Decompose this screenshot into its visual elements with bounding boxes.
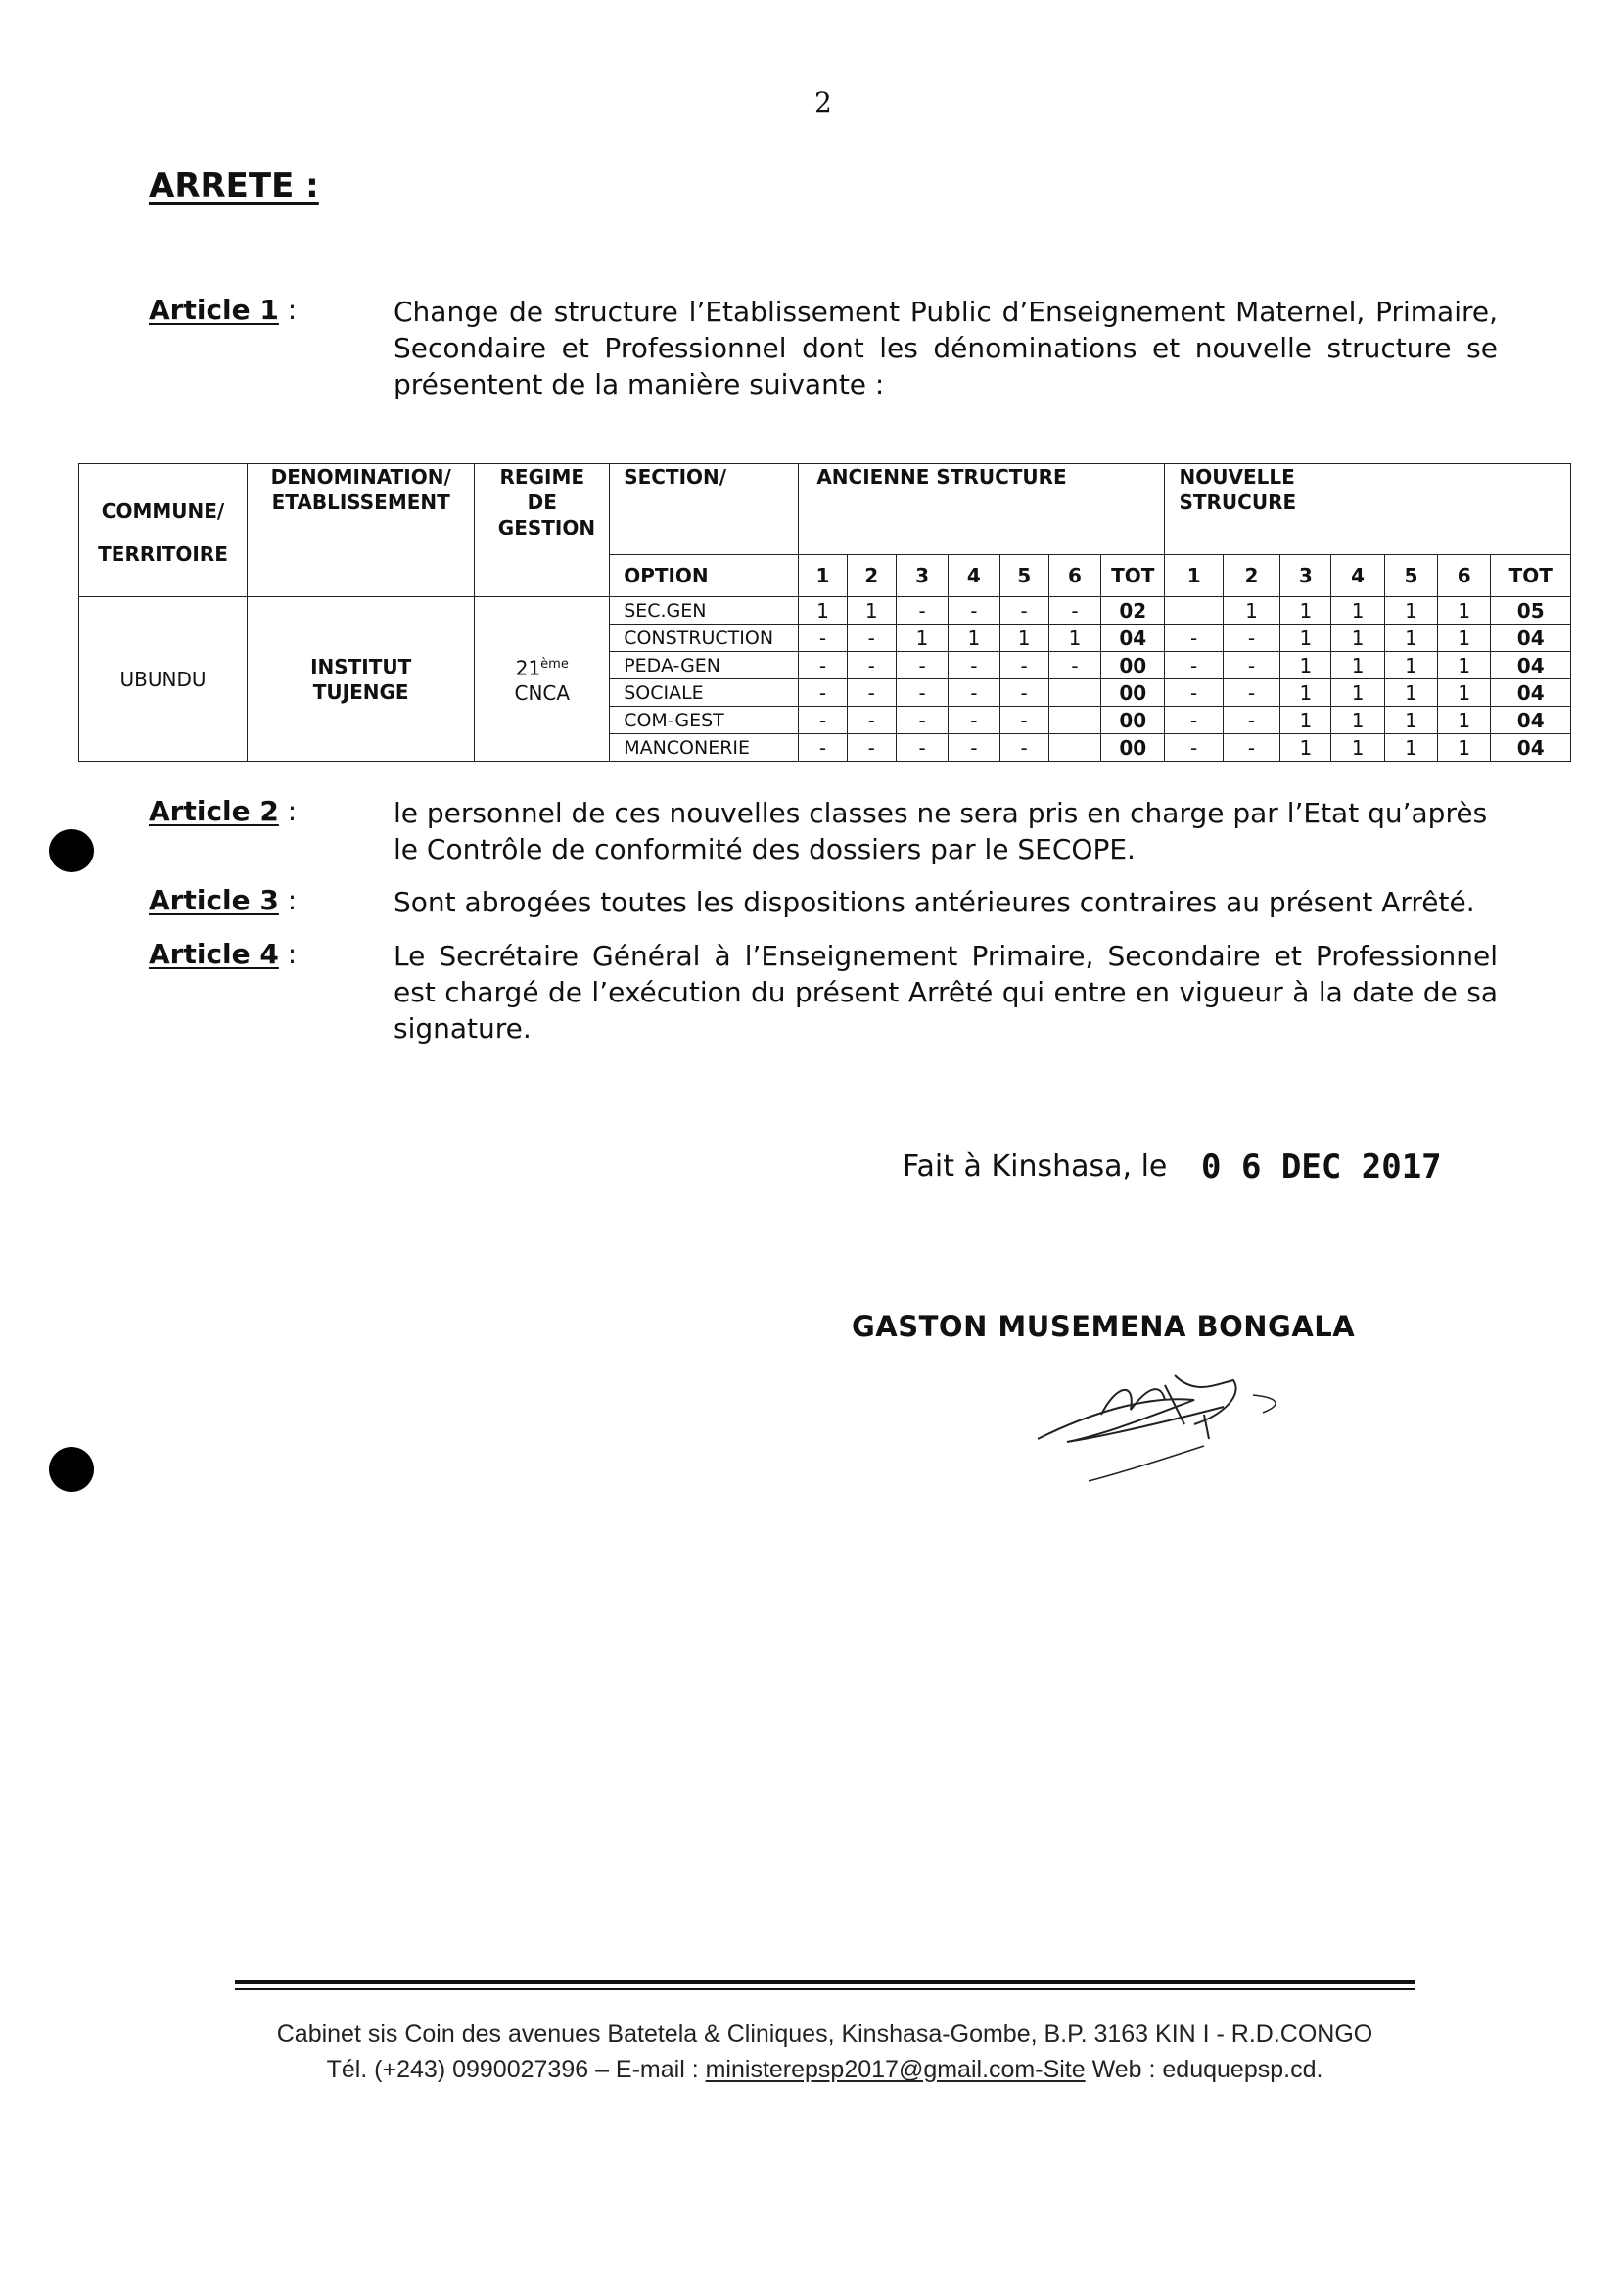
new-value-cell: 1 — [1331, 597, 1384, 625]
article-label-sep: : — [278, 884, 298, 916]
etablissement-cell — [248, 597, 475, 762]
old-value-cell: - — [799, 734, 847, 762]
old-value-cell: - — [1048, 597, 1100, 625]
page-number: 2 — [814, 86, 832, 118]
header-regime-text: REGIME DE GESTION — [497, 465, 596, 539]
new-value-cell: 1 — [1384, 679, 1437, 707]
punch-hole-mark — [49, 829, 94, 872]
old-value-cell: - — [896, 679, 948, 707]
new-value-cell: - — [1223, 707, 1279, 734]
commune-cell: UBUNDU — [79, 597, 248, 762]
header-commune — [79, 464, 248, 597]
old-total-cell: 00 — [1101, 679, 1165, 707]
table-header-row — [79, 464, 1571, 555]
page-title: ARRETE : — [149, 166, 319, 206]
old-total-cell: 00 — [1101, 734, 1165, 762]
old-value-cell: 1 — [896, 625, 948, 652]
article-1-text: Change de structure l’Etablissement Public d’Enseignement Maternel, Primaire, Secondaire et Professionnel dont les dénominations et nouvelle structure se présentent de la manière suivante : — [394, 296, 1498, 400]
new-value-cell: 1 — [1280, 734, 1331, 762]
new-value-cell: - — [1223, 625, 1279, 652]
footer-divider — [235, 1980, 1415, 1984]
old-total-cell: 00 — [1101, 707, 1165, 734]
old-value-cell: - — [999, 597, 1048, 625]
footer-email-link[interactable]: ministerepsp2017@gmail.com-Site — [705, 2056, 1086, 2083]
date-stamp: 0 6 DEC 2017 — [1201, 1147, 1442, 1186]
footer-contact-suffix: Web : eduquepsp.cd. — [1085, 2056, 1323, 2083]
table-row — [79, 597, 1571, 625]
old-value-cell: - — [799, 652, 847, 679]
article-2-label — [149, 795, 297, 827]
old-value-cell: - — [1048, 652, 1100, 679]
article-label-text: Article 2 — [149, 795, 279, 827]
old-value-cell: - — [999, 734, 1048, 762]
new-value-cell: 1 — [1280, 625, 1331, 652]
old-value-cell: - — [896, 652, 948, 679]
header-old-col-1: 1 — [799, 555, 847, 597]
article-3-text: Sont abrogées toutes les dispositions antérieures contraires au présent Arrêté. — [394, 886, 1475, 918]
old-total-cell: 00 — [1101, 652, 1165, 679]
old-value-cell — [1048, 734, 1100, 762]
header-new-col-6: 6 — [1438, 555, 1491, 597]
article-label-text: Article 1 — [149, 294, 279, 326]
regime-code: CNCA — [514, 681, 571, 706]
old-value-cell: - — [949, 679, 999, 707]
old-value-cell — [1048, 707, 1100, 734]
header-denomination: DENOMINATION/ ETABLISSEMENT — [248, 464, 475, 597]
signer-name: GASTON MUSEMENA BONGALA — [852, 1310, 1356, 1343]
old-value-cell: - — [847, 707, 896, 734]
new-value-cell: 1 — [1280, 707, 1331, 734]
footer-contact — [235, 2056, 1415, 2084]
old-value-cell: - — [847, 652, 896, 679]
option-cell: PEDA-GEN — [610, 652, 799, 679]
option-cell: SOCIALE — [610, 679, 799, 707]
regime-cell — [475, 597, 610, 762]
new-total-cell: 05 — [1491, 597, 1571, 625]
new-value-cell: 1 — [1384, 597, 1437, 625]
new-value-cell: 1 — [1384, 652, 1437, 679]
header-nouvelle-text: NOUVELLE STRUCURE — [1179, 465, 1297, 514]
article-label-text: Article 4 — [149, 938, 279, 970]
old-total-cell: 04 — [1101, 625, 1165, 652]
punch-hole-mark — [49, 1447, 94, 1492]
old-value-cell: - — [949, 707, 999, 734]
place-date: Fait à Kinshasa, le — [903, 1149, 1168, 1184]
old-value-cell: - — [999, 707, 1048, 734]
etablissement-text: INSTITUT TUJENGE — [310, 654, 412, 704]
header-new-col-2: 2 — [1223, 555, 1279, 597]
header-new-col-5: 5 — [1384, 555, 1437, 597]
old-value-cell: - — [999, 652, 1048, 679]
new-total-cell: 04 — [1491, 734, 1571, 762]
article-4-text: Le Secrétaire Général à l’Enseignement Primaire, Secondaire et Professionnel est chargé de l’exécution du présent Arrêté qui entre en vigueur à la date de sa signature. — [394, 940, 1498, 1045]
header-old-col-6: 6 — [1048, 555, 1100, 597]
article-label-sep: : — [278, 294, 298, 326]
option-cell: MANCONERIE — [610, 734, 799, 762]
old-value-cell: - — [847, 734, 896, 762]
footer-address: Cabinet sis Coin des avenues Batetela & Cliniques, Kinshasa-Gombe, B.P. 3163 KIN I - R.D.CONGO — [276, 2021, 1373, 2048]
new-value-cell: - — [1223, 652, 1279, 679]
new-total-cell: 04 — [1491, 625, 1571, 652]
new-value-cell: - — [1165, 707, 1223, 734]
new-value-cell: 1 — [1438, 679, 1491, 707]
article-label-sep: : — [278, 938, 298, 970]
header-old-col-3: 3 — [896, 555, 948, 597]
header-option: OPTION — [610, 555, 799, 597]
new-value-cell: - — [1165, 652, 1223, 679]
header-old-col-2: 2 — [847, 555, 896, 597]
header-commune-line2: TERRITOIRE — [98, 541, 228, 566]
new-value-cell: - — [1165, 625, 1223, 652]
article-2-text: le personnel de ces nouvelles classes ne sera pris en charge par l’Etat qu’après le Contrôle de conformité des dossiers par le SECOPE. — [394, 797, 1488, 865]
old-value-cell: 1 — [999, 625, 1048, 652]
new-value-cell: - — [1165, 679, 1223, 707]
new-value-cell: 1 — [1438, 652, 1491, 679]
article-1-label — [149, 294, 297, 326]
old-value-cell: - — [896, 734, 948, 762]
new-value-cell: 1 — [1280, 679, 1331, 707]
old-value-cell: - — [949, 597, 999, 625]
old-value-cell: - — [799, 679, 847, 707]
old-value-cell: 1 — [1048, 625, 1100, 652]
old-value-cell: - — [949, 652, 999, 679]
old-value-cell: - — [847, 679, 896, 707]
new-total-cell: 04 — [1491, 679, 1571, 707]
new-value-cell: 1 — [1331, 679, 1384, 707]
new-value-cell: 1 — [1438, 625, 1491, 652]
option-cell: CONSTRUCTION — [610, 625, 799, 652]
header-commune-line1: COMMUNE/ — [101, 498, 225, 523]
article-3-label — [149, 884, 297, 916]
footer-divider-thin — [235, 1988, 1415, 1990]
structure-table — [78, 463, 1571, 762]
new-value-cell: 1 — [1331, 625, 1384, 652]
new-value-cell: 1 — [1438, 597, 1491, 625]
old-value-cell: - — [999, 679, 1048, 707]
header-regime — [475, 464, 610, 597]
new-value-cell: 1 — [1384, 625, 1437, 652]
new-value-cell: - — [1223, 734, 1279, 762]
old-value-cell: 1 — [949, 625, 999, 652]
header-new-col-1: 1 — [1165, 555, 1223, 597]
header-new-col-3: 3 — [1280, 555, 1331, 597]
old-value-cell: - — [949, 734, 999, 762]
old-value-cell: - — [896, 707, 948, 734]
article-4-label — [149, 938, 297, 970]
new-value-cell: 1 — [1331, 652, 1384, 679]
option-cell: SEC.GEN — [610, 597, 799, 625]
new-value-cell: 1 — [1280, 652, 1331, 679]
footer-contact-prefix: Tél. (+243) 0990027396 – E-mail : — [326, 2056, 706, 2083]
new-value-cell: 1 — [1384, 734, 1437, 762]
header-new-col-tot: TOT — [1491, 555, 1571, 597]
regime-number: 21 — [515, 656, 541, 680]
header-section: SECTION/ — [610, 464, 799, 555]
new-value-cell: 1 — [1438, 707, 1491, 734]
old-value-cell: - — [799, 625, 847, 652]
old-value-cell: 1 — [799, 597, 847, 625]
option-cell: COM-GEST — [610, 707, 799, 734]
new-value-cell: - — [1223, 679, 1279, 707]
old-value-cell: - — [799, 707, 847, 734]
header-old-col-5: 5 — [999, 555, 1048, 597]
new-value-cell: 1 — [1384, 707, 1437, 734]
new-total-cell: 04 — [1491, 652, 1571, 679]
new-value-cell: 1 — [1438, 734, 1491, 762]
article-label-sep: : — [278, 795, 298, 827]
header-old-col-4: 4 — [949, 555, 999, 597]
old-value-cell: - — [896, 597, 948, 625]
header-new-col-4: 4 — [1331, 555, 1384, 597]
header-old-col-tot: TOT — [1101, 555, 1165, 597]
article-label-text: Article 3 — [149, 884, 279, 916]
new-value-cell — [1165, 597, 1223, 625]
header-ancienne-structure: ANCIENNE STRUCTURE — [799, 464, 1165, 555]
old-value-cell — [1048, 679, 1100, 707]
handwritten-signature — [1028, 1356, 1322, 1493]
new-total-cell: 04 — [1491, 707, 1571, 734]
new-value-cell: 1 — [1331, 734, 1384, 762]
new-value-cell: 1 — [1280, 597, 1331, 625]
new-value-cell: 1 — [1223, 597, 1279, 625]
old-value-cell: 1 — [847, 597, 896, 625]
old-total-cell: 02 — [1101, 597, 1165, 625]
new-value-cell: - — [1165, 734, 1223, 762]
new-value-cell: 1 — [1331, 707, 1384, 734]
old-value-cell: - — [847, 625, 896, 652]
regime-superscript: ème — [540, 656, 569, 672]
header-nouvelle-structure — [1165, 464, 1571, 555]
